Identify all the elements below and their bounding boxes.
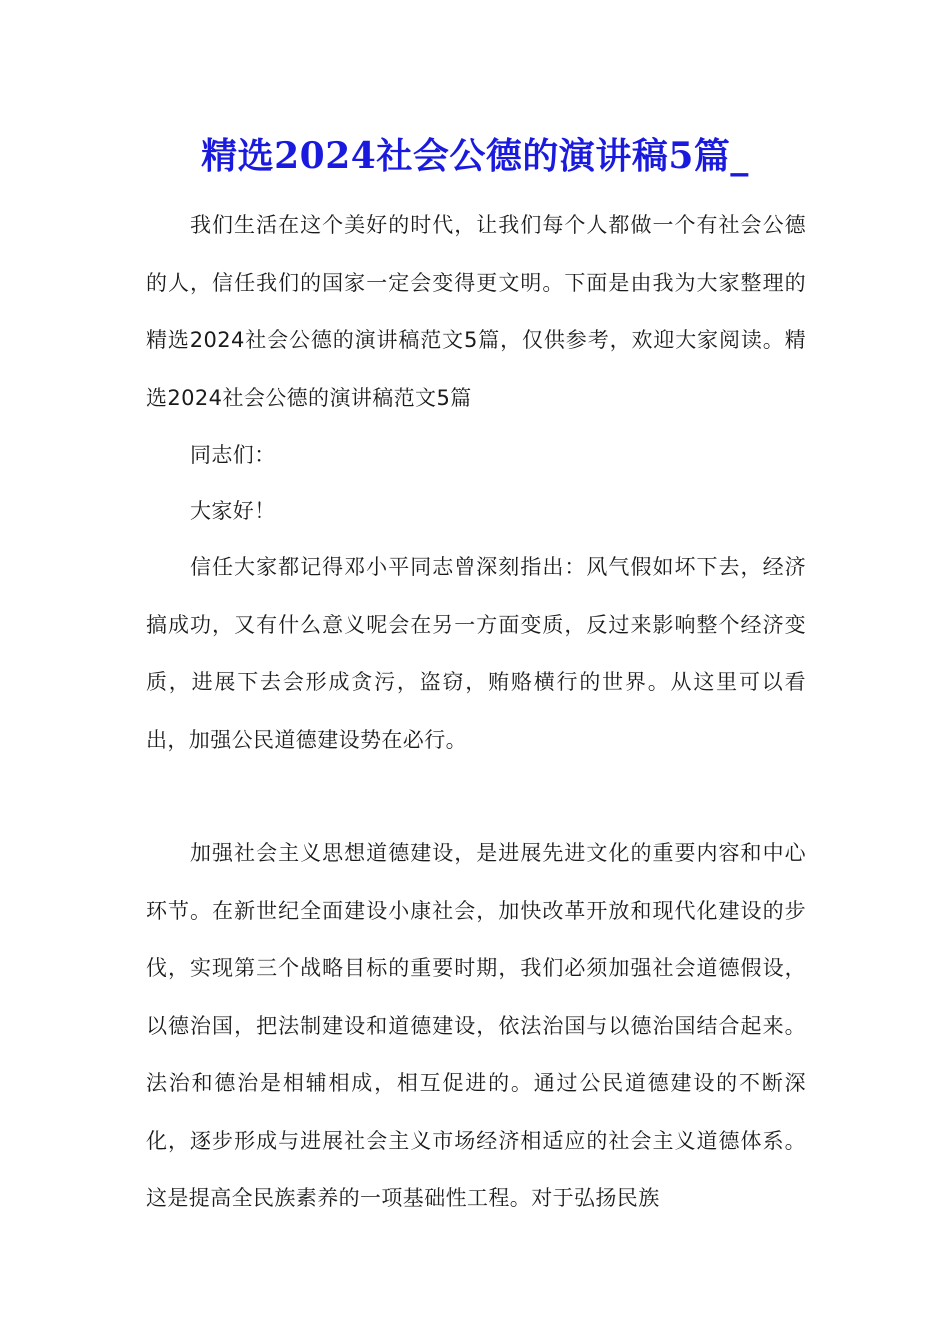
paragraph-greeting: 大家好！ (190, 499, 276, 523)
paragraph-moral-construction: 加强社会主义思想道德建设，是进展先进文化的重要内容和中心环节。在新世纪全面建设小康社会，加快改革开放和现代化建设的步伐，实现第三个战略目标的重要时期，我们必须加强社会道德假设，以德治国，把法制建设和道德建设，依法治国与以德治国结合起来。法治和德治是相辅相成，相互促进的。通过公民道德建设的不断深化，逐步形成与进展社会主义市场经济相适应的社会主义道德体系。这是提高全民族素养的一项基础性工程。对于弘扬民族 (146, 841, 806, 1210)
paragraph-deng-quote: 信任大家都记得邓小平同志曾深刻指出：风气假如坏下去，经济搞成功，又有什么意义呢会在另一方面变质，反过来影响整个经济变质，进展下去会形成贪污，盗窃，贿赂横行的世界。从这里可以看出，加强公民道德建设势在必行。 (146, 555, 806, 752)
paragraph-salutation: 同志们： (190, 443, 276, 467)
document-title: 精选2024社会公德的演讲稿5篇_ (201, 135, 749, 177)
paragraph-intro: 我们生活在这个美好的时代，让我们每个人都做一个有社会公德的人，信任我们的国家一定会变得更文明。下面是由我为大家整理的精选2024社会公德的演讲稿范文5篇，仅供参考，欢迎大家阅读。精选2024社会公德的演讲稿范文5篇 (146, 213, 806, 410)
